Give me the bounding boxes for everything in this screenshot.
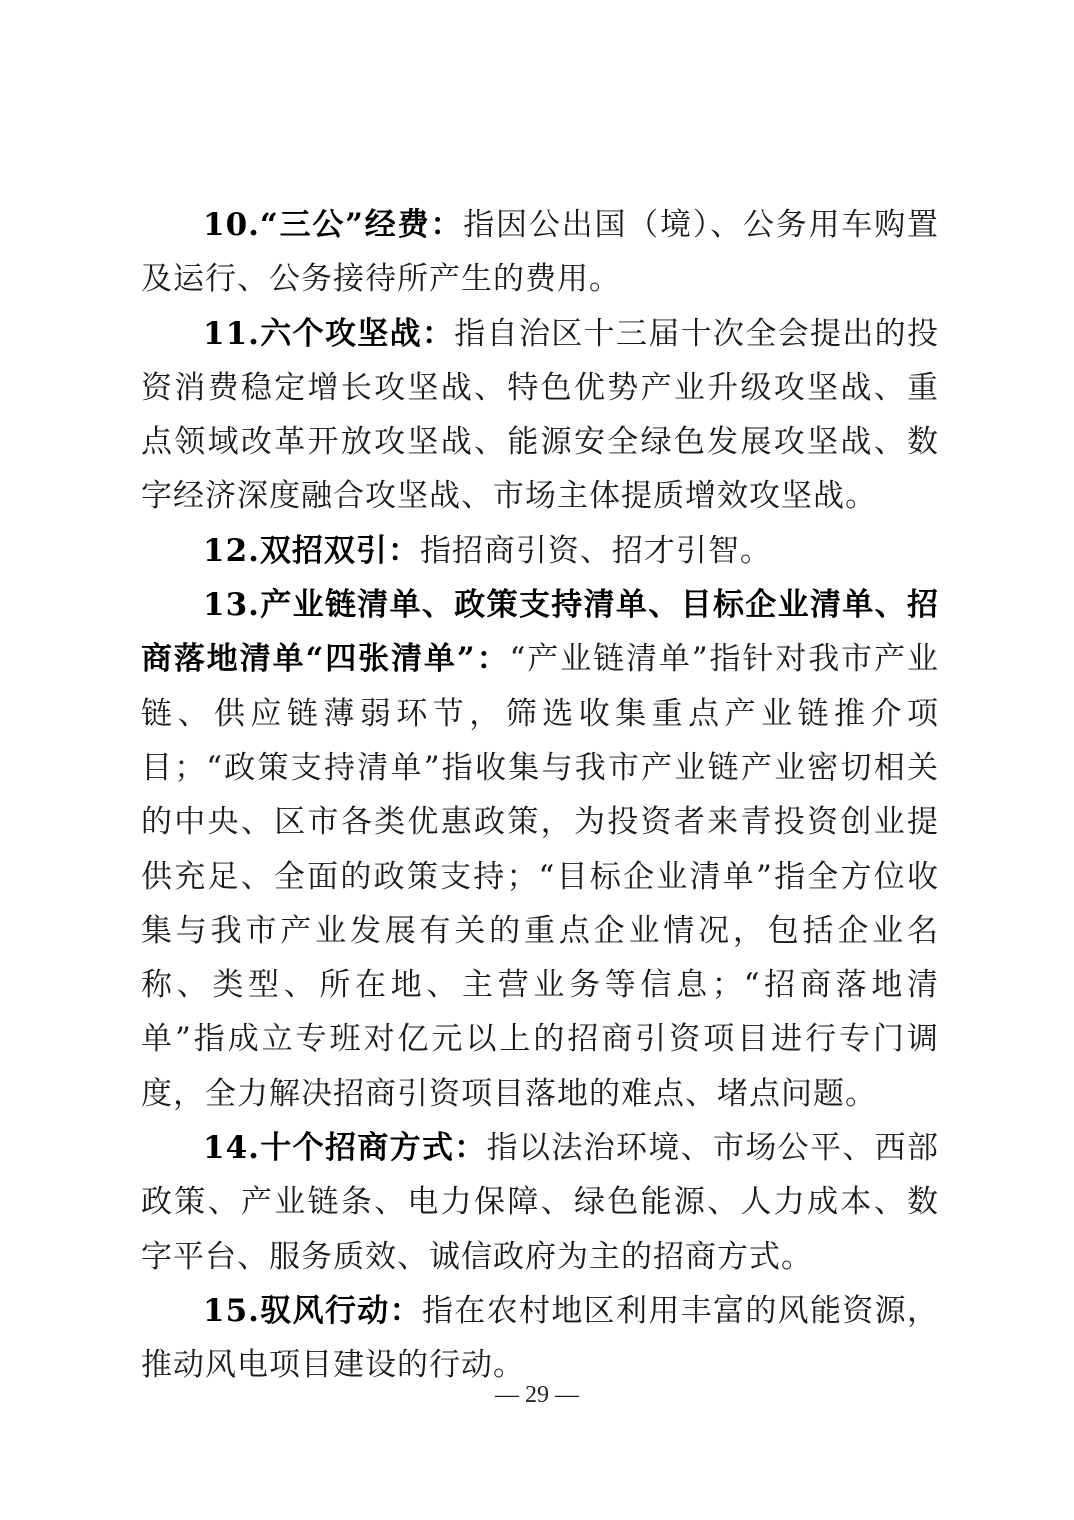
- glossary-term: 11.六个攻坚战: [203, 315, 422, 352]
- glossary-definition: 指自治区十三届十次全会提出的投资消费稳定增长攻坚战、特色优势产业升级攻坚战、重点领域改革开放攻坚战、能源安全绿色发展攻坚战、数字经济深度融合攻坚战、市场主体提质增效攻坚战。: [141, 315, 940, 515]
- glossary-entry-12: [141, 524, 939, 578]
- glossary-term: 12.双招双引: [203, 532, 388, 569]
- term-separator: ：: [389, 1292, 422, 1329]
- term-separator: ：: [421, 315, 455, 352]
- term-separator: ：: [475, 641, 510, 678]
- glossary-body: [141, 198, 939, 1393]
- glossary-entry-14: [141, 1121, 939, 1284]
- glossary-definition: “产业链清单”指针对我市产业链、供应链薄弱环节，筛选收集重点产业链推介项目；“政策支持清单”指收集与我市产业链产业密切相关的中央、区市各类优惠政策，为投资者来青投资创业提供充足、全面的政策支持；“目标企业清单”指全方位收集与我市产业发展有关的重点企业情况，包括企业名称、类型、所在地、主营业务等信息；“招商落地清单”指成立专班对亿元以上的招商引资项目进行专门调度，全力解决招商引资项目落地的难点、堵点问题。: [141, 641, 939, 1112]
- glossary-entry-10: [141, 198, 939, 307]
- glossary-definition: 指因公出国（境）、公务用车购置及运行、公务接待所产生的费用。: [141, 207, 939, 298]
- glossary-entry-13: [141, 578, 939, 1121]
- glossary-definition: 指以法治环境、市场公平、西部政策、产业链条、电力保障、绿色能源、人力成本、数字平台、服务质效、诚信政府为主的招商方式。: [141, 1130, 940, 1275]
- glossary-entry-11: [141, 307, 939, 524]
- glossary-term: 14.十个招商方式: [203, 1130, 455, 1167]
- glossary-definition: 指招商引资、招才引智。: [419, 532, 772, 569]
- glossary-term: 13.产业链清单、政策支持清单、目标企业清单、招商落地清单“四张清单”: [141, 587, 939, 678]
- glossary-entry-15: [141, 1284, 939, 1393]
- page-number: — 29 —: [495, 1382, 579, 1408]
- glossary-term: 15.驭风行动: [203, 1292, 390, 1329]
- glossary-term: 10.“三公”经费: [203, 207, 431, 243]
- term-separator: ：: [387, 532, 420, 569]
- glossary-definition: 指在农村地区利用丰富的风能资源，推动风电项目建设的行动。: [141, 1292, 940, 1384]
- term-separator: ：: [430, 207, 464, 243]
- term-separator: ：: [454, 1130, 487, 1167]
